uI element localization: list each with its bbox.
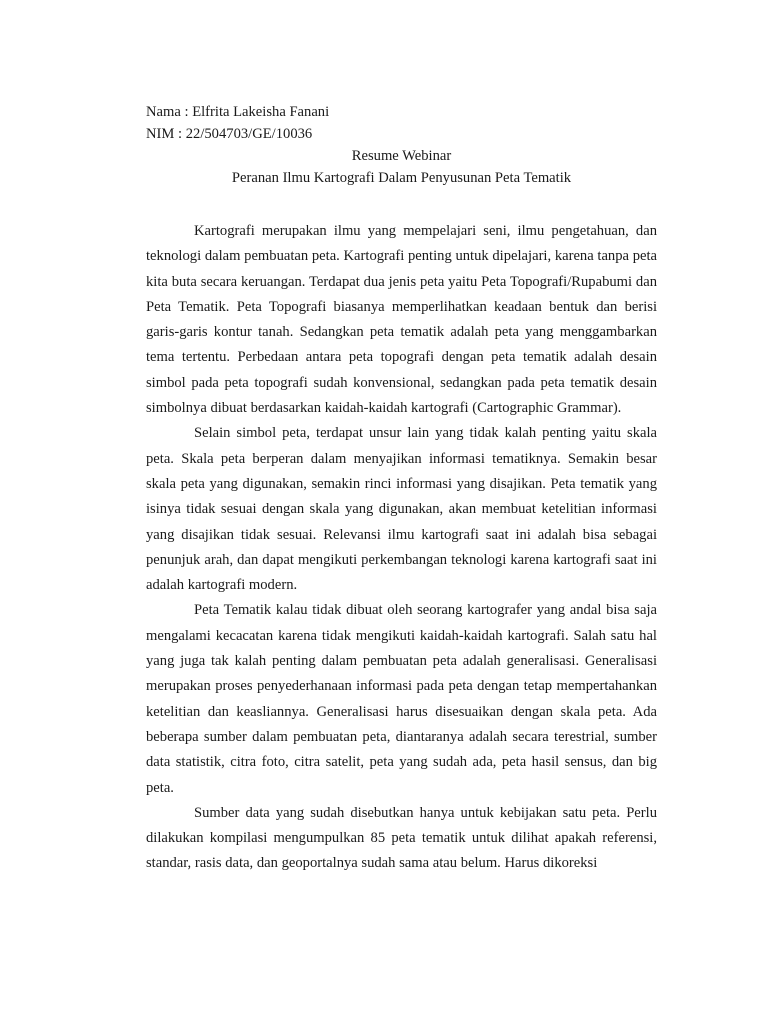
title-block	[146, 145, 657, 189]
paragraph-4: Sumber data yang sudah disebutkan hanya untuk kebijakan satu peta. Perlu dilakukan kompilasi mengumpulkan 85 peta tematik untuk dilihat apakah referensi, standar, rasis data, dan geoportalnya sudah sama atau belum. Harus dikoreksi	[146, 804, 657, 872]
student-nim: NIM : 22/504703/GE/10036	[146, 126, 313, 142]
document-body	[146, 219, 657, 877]
document-page	[146, 101, 657, 877]
paragraph-3: Peta Tematik kalau tidak dibuat oleh seorang kartografer yang andal bisa saja mengalami kecacatan karena tidak mengikuti kaidah-kaidah kartografi. Salah satu hal yang juga tak kalah penting dalam pembuatan peta adalah generalisasi. Generalisasi merupakan proses penyederhanaan informasi pada peta dengan tetap mempertahankan ketelitian dan keasliannya. Generalisasi harus disesuaikan dengan skala peta. Ada beberapa sumber dalam pembuatan peta, diantaranya adalah secara terestrial, sumber data statistik, citra foto, citra satelit, peta yang sudah ada, peta hasil sensus, dan big peta.	[146, 602, 657, 796]
spacer	[146, 189, 657, 219]
paragraph-1: Kartografi merupakan ilmu yang mempelajari seni, ilmu pengetahuan, dan teknologi dalam pembuatan peta. Kartografi penting untuk dipelajari, karena tanpa peta kita buta secara keruangan. Terdapat dua jenis peta yaitu Peta Topografi/Rupabumi dan Peta Tematik. Peta Topografi biasanya memperlihatkan keadaan bentuk dan berisi garis-garis kontur tanah. Sedangkan peta tematik adalah peta yang menggambarkan tema tertentu. Perbedaan antara peta topografi dengan peta tematik adalah desain simbol pada peta topografi sudah konvensional, sedangkan pada peta tematik desain simbolnya dibuat berdasarkan kaidah-kaidah kartografi (Cartographic Grammar).	[146, 223, 657, 417]
student-name: Nama : Elfrita Lakeisha Fanani	[146, 104, 330, 120]
document-title: Resume Webinar	[351, 148, 452, 164]
paragraph-2: Selain simbol peta, terdapat unsur lain yang tidak kalah penting yaitu skala peta. Skala peta berperan dalam menyajikan informasi tematiknya. Semakin besar skala peta yang digunakan, semakin rinci informasi yang disajikan. Peta tematik yang isinya tidak sesuai dengan skala yang digunakan, akan membuat ketelitian informasi yang disajikan tidak sesuai. Relevansi ilmu kartografi saat ini adalah bisa sebagai penunjuk arah, dan dapat mengikuti perkembangan teknologi karena kartografi saat ini adalah kartografi modern.	[146, 425, 657, 594]
document-subtitle: Peranan Ilmu Kartografi Dalam Penyusunan Peta Tematik	[231, 170, 572, 186]
